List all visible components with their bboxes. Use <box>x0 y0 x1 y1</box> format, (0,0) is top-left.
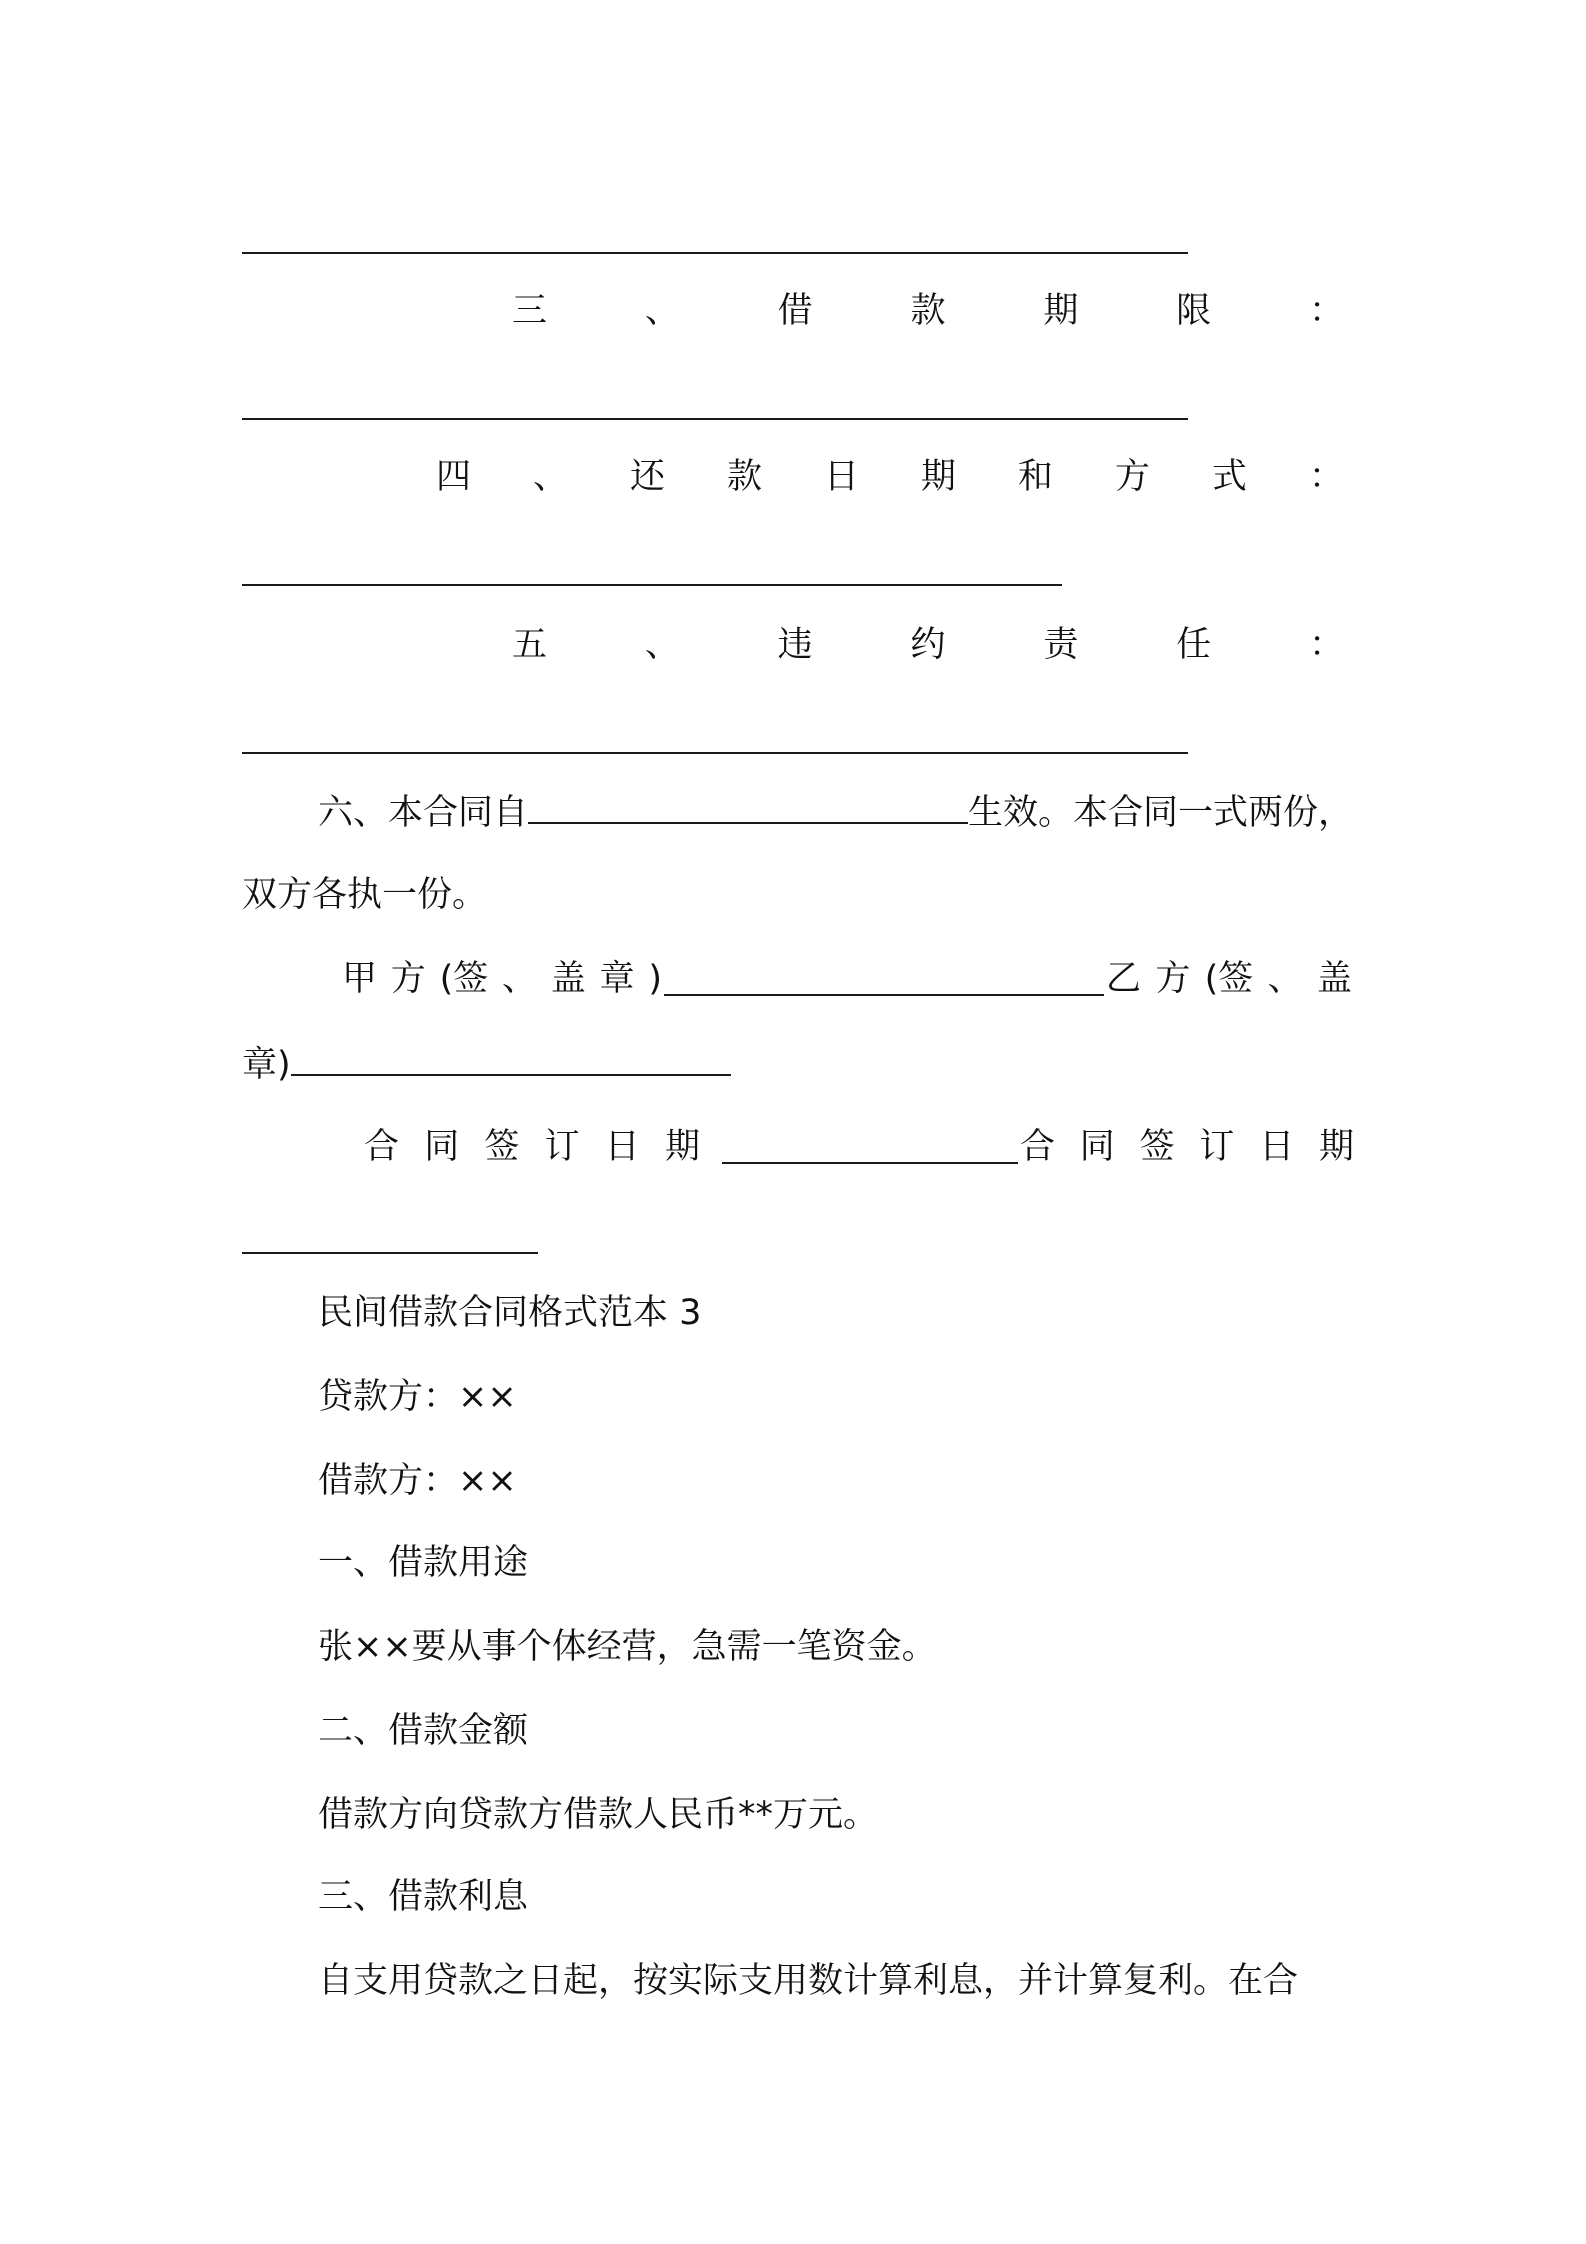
term-heading-char: 、 <box>644 291 680 331</box>
sign-date-left-label <box>364 1124 700 1170</box>
sign-date-left-char: 订 <box>544 1127 580 1167</box>
party-b-label <box>1106 956 1352 1002</box>
party-a-char: 甲 <box>342 959 378 999</box>
party-b-char: 方 <box>1155 959 1191 999</box>
purpose-text: 张××要从事个体经营，急需一笔资金。 <box>318 1627 937 1667</box>
party-a-char: 方 <box>390 959 426 999</box>
party-a-char: 章 <box>599 959 635 999</box>
term-heading-char: 借 <box>777 291 813 331</box>
repayment-heading-char: 还 <box>629 457 665 497</box>
section-repayment-heading <box>436 454 1344 500</box>
sign-date-right-label <box>1020 1124 1354 1170</box>
sign-date-right-char: 合 <box>1020 1127 1056 1167</box>
purpose-heading: 一、借款用途 <box>318 1543 529 1583</box>
interest-heading: 三、借款利息 <box>318 1877 529 1917</box>
liability-heading-char: 五 <box>512 625 548 665</box>
liability-heading-char: 约 <box>910 625 946 665</box>
effective-suffix: 生效。本合同一式两份， <box>968 793 1354 833</box>
party-b-label-continuation: 章) <box>242 1040 731 1088</box>
sign-date-right-char: 签 <box>1139 1127 1175 1167</box>
sign-date-right-char: 同 <box>1079 1127 1115 1167</box>
term-heading-char: 期 <box>1043 291 1079 331</box>
effective-date-blank <box>528 788 968 824</box>
effective-continuation: 双方各执一份。 <box>242 875 488 915</box>
template3-title: 民间借款合同格式范本 3 <box>318 1293 702 1333</box>
sign-date-left-char: 日 <box>604 1127 640 1167</box>
liability-heading-char: 违 <box>777 625 813 665</box>
repayment-heading-char: 和 <box>1017 457 1053 497</box>
party-a-char: (签 <box>439 959 489 999</box>
blank-line <box>242 752 1188 754</box>
sign-date-right-char: 日 <box>1259 1127 1295 1167</box>
section-liability-heading <box>512 622 1344 668</box>
party-a-char: 、 <box>501 959 537 999</box>
term-heading-char: 款 <box>910 291 946 331</box>
sign-date-right-char: 订 <box>1199 1127 1235 1167</box>
repayment-heading-char: 方 <box>1114 457 1150 497</box>
interest-text: 自支用贷款之日起，按实际支用数计算利息，并计算复利。在合 <box>318 1961 1299 2001</box>
liability-heading-char: 责 <box>1043 625 1079 665</box>
party-a-char: 盖 <box>550 959 586 999</box>
blank-line <box>242 584 1062 586</box>
sign-date-left-char: 合 <box>364 1127 400 1167</box>
liability-heading-char: 、 <box>644 625 680 665</box>
sign-date-right-blank <box>242 1252 538 1254</box>
repayment-heading-char: 期 <box>920 457 956 497</box>
term-heading-char: 限 <box>1176 291 1212 331</box>
liability-heading-char: 任 <box>1176 625 1212 665</box>
party-b-char: (签 <box>1204 959 1254 999</box>
section-term-heading <box>512 288 1344 334</box>
party-a-char: ) <box>648 959 662 999</box>
effective-clause <box>318 788 1353 836</box>
blank-line <box>242 418 1188 420</box>
party-b-char: 、 <box>1267 959 1303 999</box>
liability-heading-char: ： <box>1308 625 1344 665</box>
sign-date-right-char: 期 <box>1318 1127 1354 1167</box>
party-a-label <box>342 956 662 1002</box>
sign-date-left-char: 签 <box>484 1127 520 1167</box>
party-a-signature-blank <box>664 960 1104 996</box>
party-b-signature-blank <box>291 1040 731 1076</box>
blank-line <box>242 252 1188 254</box>
sign-date-left-char: 同 <box>424 1127 460 1167</box>
term-heading-char: 三 <box>512 291 548 331</box>
sign-date-left-char: 期 <box>664 1127 700 1167</box>
borrower-line: 借款方：×× <box>318 1461 517 1501</box>
party-b-char: 盖 <box>1316 959 1352 999</box>
repayment-heading-char: 、 <box>532 457 568 497</box>
repayment-heading-char: 四 <box>436 457 472 497</box>
lender-line: 贷款方：×× <box>318 1377 517 1417</box>
party-b-char: 乙 <box>1106 959 1142 999</box>
repayment-heading-char: 日 <box>823 457 859 497</box>
amount-heading: 二、借款金额 <box>318 1711 529 1751</box>
repayment-heading-char: 款 <box>726 457 762 497</box>
amount-text: 借款方向贷款方借款人民币**万元。 <box>318 1795 879 1835</box>
repayment-heading-char: 式 <box>1211 457 1247 497</box>
term-heading-char: ： <box>1308 291 1344 331</box>
sign-date-left-blank <box>722 1128 1018 1164</box>
effective-prefix: 六、本合同自 <box>318 793 529 833</box>
repayment-heading-char: ： <box>1308 457 1344 497</box>
